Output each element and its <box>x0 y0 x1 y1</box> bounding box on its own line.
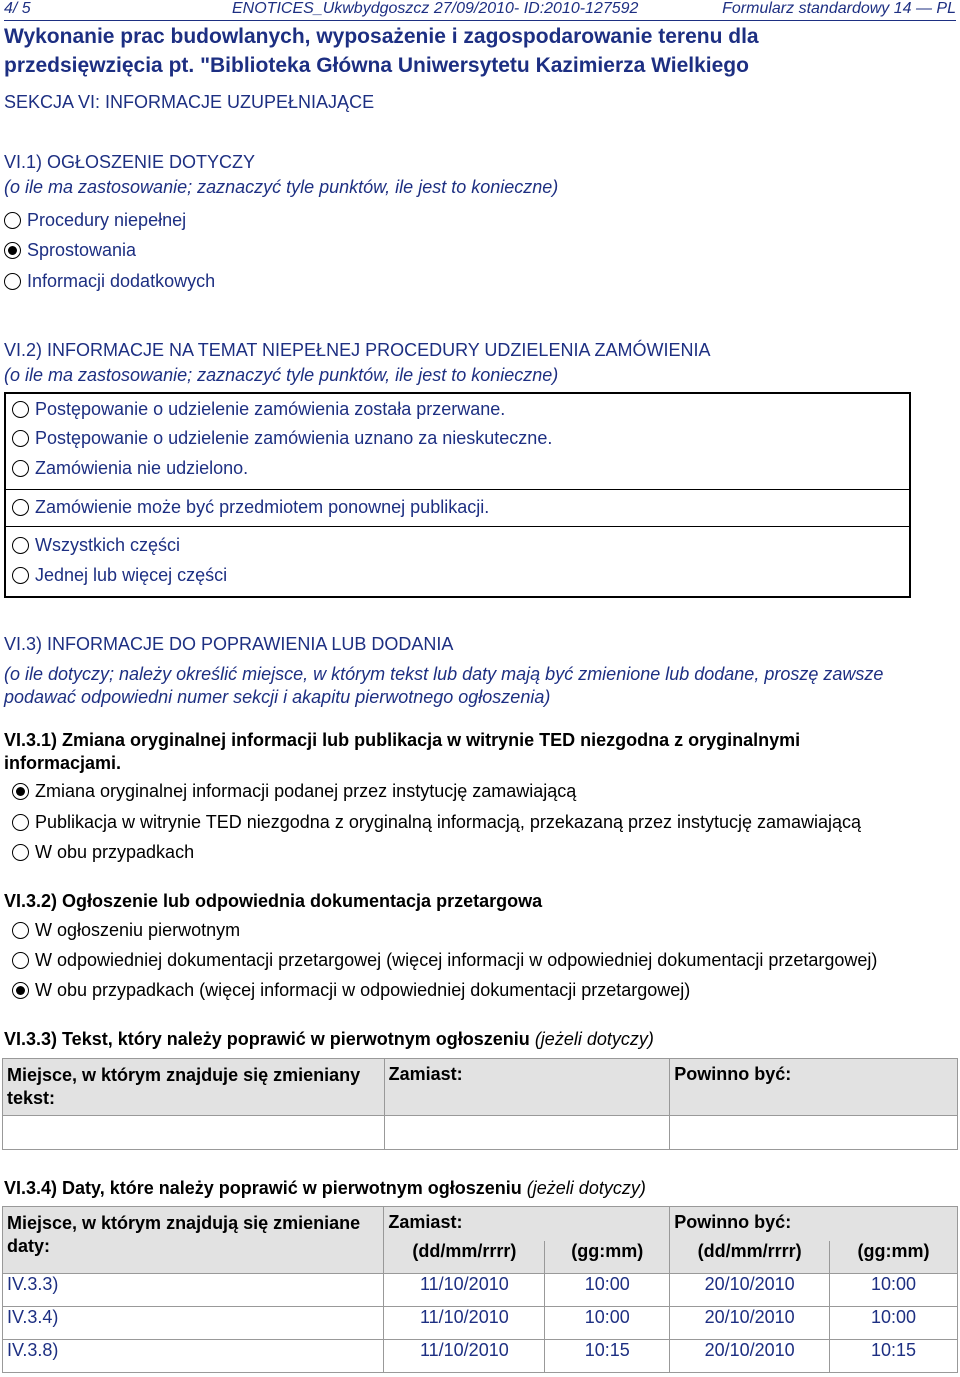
vi34-heading-note: (jeżeli dotyczy) <box>526 1178 646 1198</box>
vi34-col-should-be: Powinno być: <box>670 1207 958 1241</box>
row-new-time: 10:00 <box>830 1274 958 1307</box>
vi32-option-obu[interactable] <box>12 980 690 1001</box>
radio-checked-icon[interactable] <box>12 783 29 800</box>
section-title: SEKCJA VI: INFORMACJE UZUPEŁNIAJĄCE <box>4 92 375 112</box>
vi2-option-nie-udzielono[interactable] <box>12 458 248 479</box>
table-row <box>3 1307 958 1340</box>
page-number: 4/ 5 <box>4 0 31 17</box>
row-old-time: 10:15 <box>545 1340 670 1373</box>
row-place: IV.3.4) <box>3 1307 384 1340</box>
vi34-sub-time: (gg:mm) <box>545 1241 670 1274</box>
vi2-option-przerwane[interactable] <box>12 399 505 420</box>
radio-unchecked-icon[interactable] <box>12 537 29 554</box>
table-row <box>3 1274 958 1307</box>
option-label: Zamówienie może być przedmiotem ponownej publikacji. <box>35 497 490 517</box>
vi34-col-instead: Zamiast: <box>384 1207 670 1241</box>
row-place: IV.3.3) <box>3 1274 384 1307</box>
option-label: Procedury niepełnej <box>27 210 187 230</box>
option-label: Zamówienia nie udzielono. <box>35 458 249 478</box>
form-name: Formularz standardowy 14 — PL <box>722 0 956 17</box>
title-line-1: Wykonanie prac budowlanych, wyposażenie i zagospodarowanie terenu dla <box>4 25 759 48</box>
radio-unchecked-icon[interactable] <box>12 844 29 861</box>
vi1-option-procedury[interactable] <box>4 210 186 231</box>
vi33-cell-empty <box>3 1116 385 1150</box>
vi33-cell-empty <box>670 1116 958 1150</box>
radio-unchecked-icon[interactable] <box>4 212 21 229</box>
radio-unchecked-icon[interactable] <box>12 460 29 477</box>
vi33-col-place: Miejsce, w którym znajduje się zmieniany tekst: <box>3 1059 385 1116</box>
running-header <box>4 0 960 19</box>
header-divider <box>4 20 956 21</box>
table-row <box>3 1340 958 1373</box>
option-label: Wszystkich części <box>35 535 181 555</box>
radio-unchecked-icon[interactable] <box>12 430 29 447</box>
option-label: W obu przypadkach <box>35 842 195 862</box>
vi1-option-sprostowania[interactable] <box>4 240 136 261</box>
vi33-heading <box>4 1029 654 1050</box>
radio-unchecked-icon[interactable] <box>12 952 29 969</box>
vi34-sub-time: (gg:mm) <box>830 1241 958 1274</box>
title-line-2: przedsięwzięcia pt. "Biblioteka Główna Uniwersytetu Kazimierza Wielkiego <box>4 54 749 77</box>
vi31-heading-line-1: VI.3.1) Zmiana oryginalnej informacji lub publikacja w witrynie TED niezgodna z oryginalnymi <box>4 730 801 750</box>
radio-unchecked-icon[interactable] <box>12 401 29 418</box>
box-divider <box>4 526 911 527</box>
row-new-date: 20/10/2010 <box>670 1340 830 1373</box>
vi33-cell-empty <box>384 1116 670 1150</box>
row-new-time: 10:00 <box>830 1307 958 1340</box>
option-label: Informacji dodatkowych <box>27 271 216 291</box>
option-label: Publikacja w witrynie TED niezgodna z oryginalną informacją, przekazaną przez instytucję zamawiającą <box>35 812 862 832</box>
vi2-option-nieskuteczne[interactable] <box>12 428 552 449</box>
vi3-note: (o ile dotyczy; należy określić miejsce, w którym tekst lub daty mają być zmienione lub dodane, proszę zawsze podawać odpowiedni numer sekcji i akapitu pierwotnego ogłoszenia) <box>4 664 884 707</box>
vi31-option-zmiana[interactable] <box>12 781 576 802</box>
vi2-note: (o ile ma zastosowanie; zaznaczyć tyle punktów, ile jest to konieczne) <box>4 365 559 385</box>
radio-unchecked-icon[interactable] <box>12 567 29 584</box>
option-label: Postępowanie o udzielenie zamówienia uznano za nieskuteczne. <box>35 428 553 448</box>
box-divider <box>4 489 911 490</box>
vi34-col-place: Miejsce, w którym znajdują się zmieniane daty: <box>3 1207 384 1274</box>
vi33-table <box>2 1058 958 1150</box>
row-old-date: 11/10/2010 <box>384 1274 545 1307</box>
option-label: W ogłoszeniu pierwotnym <box>35 920 241 940</box>
row-old-date: 11/10/2010 <box>384 1307 545 1340</box>
vi2-option-wszystkich-czesci[interactable] <box>12 535 180 556</box>
radio-checked-icon[interactable] <box>12 982 29 999</box>
row-old-time: 10:00 <box>545 1307 670 1340</box>
vi31-option-publikacja[interactable] <box>12 812 861 833</box>
row-new-date: 20/10/2010 <box>670 1307 830 1340</box>
option-label: Postępowanie o udzielenie zamówienia została przerwane. <box>35 399 506 419</box>
vi34-table <box>2 1206 958 1373</box>
vi1-option-informacji[interactable] <box>4 271 215 292</box>
vi33-heading-text: VI.3.3) Tekst, który należy poprawić w pierwotnym ogłoszeniu <box>4 1029 530 1049</box>
notice-reference: ENOTICES_Ukwbydgoszcz 27/09/2010- ID:2010-127592 <box>232 0 639 17</box>
vi2-option-jednej-lub-wiecej[interactable] <box>12 565 227 586</box>
vi1-note: (o ile ma zastosowanie; zaznaczyć tyle punktów, ile jest to konieczne) <box>4 177 559 197</box>
vi33-col-should-be <box>670 1059 958 1116</box>
vi34-heading <box>4 1178 646 1199</box>
option-label: Jednej lub więcej części <box>35 565 228 585</box>
row-new-date: 20/10/2010 <box>670 1274 830 1307</box>
vi1-heading: VI.1) OGŁOSZENIE DOTYCZY <box>4 152 256 172</box>
option-label: W obu przypadkach (więcej informacji w odpowiedniej dokumentacji przetargowej) <box>35 980 691 1000</box>
vi31-heading-line-2: informacjami. <box>4 753 122 773</box>
vi34-sub-date: (dd/mm/rrrr) <box>670 1241 830 1274</box>
row-new-time: 10:15 <box>830 1340 958 1373</box>
option-label: Sprostowania <box>27 240 137 260</box>
option-label: Zmiana oryginalnej informacji podanej przez instytucję zamawiającą <box>35 781 577 801</box>
radio-unchecked-icon[interactable] <box>12 814 29 831</box>
document-title <box>4 22 759 80</box>
row-old-date: 11/10/2010 <box>384 1340 545 1373</box>
vi31-option-obu[interactable] <box>12 842 194 863</box>
radio-unchecked-icon[interactable] <box>12 922 29 939</box>
vi34-heading-text: VI.3.4) Daty, które należy poprawić w pierwotnym ogłoszeniu <box>4 1178 522 1198</box>
radio-unchecked-icon[interactable] <box>12 499 29 516</box>
option-label: W odpowiedniej dokumentacji przetargowej (więcej informacji w odpowiedniej dokumentacji przetargowej) <box>35 950 878 970</box>
radio-checked-icon[interactable] <box>4 242 21 259</box>
vi32-option-pierwotne[interactable] <box>12 920 240 941</box>
vi32-heading: VI.3.2) Ogłoszenie lub odpowiednia dokumentacja przetargowa <box>4 891 543 911</box>
vi33-col-should-be-label: Powinno być: <box>674 1064 792 1084</box>
row-place: IV.3.8) <box>3 1340 384 1373</box>
vi3-heading: VI.3) INFORMACJE DO POPRAWIENIA LUB DODANIA <box>4 634 454 654</box>
radio-unchecked-icon[interactable] <box>4 273 21 290</box>
vi33-col-instead: Zamiast: <box>384 1059 670 1116</box>
vi2-option-ponowna-publikacja[interactable] <box>12 497 489 518</box>
vi33-heading-note: (jeżeli dotyczy) <box>534 1029 654 1049</box>
row-old-time: 10:00 <box>545 1274 670 1307</box>
vi32-option-dokumentacja[interactable] <box>12 950 877 971</box>
vi34-sub-date: (dd/mm/rrrr) <box>384 1241 545 1274</box>
vi2-heading: VI.2) INFORMACJE NA TEMAT NIEPEŁNEJ PROCEDURY UDZIELENIA ZAMÓWIENIA <box>4 340 711 360</box>
